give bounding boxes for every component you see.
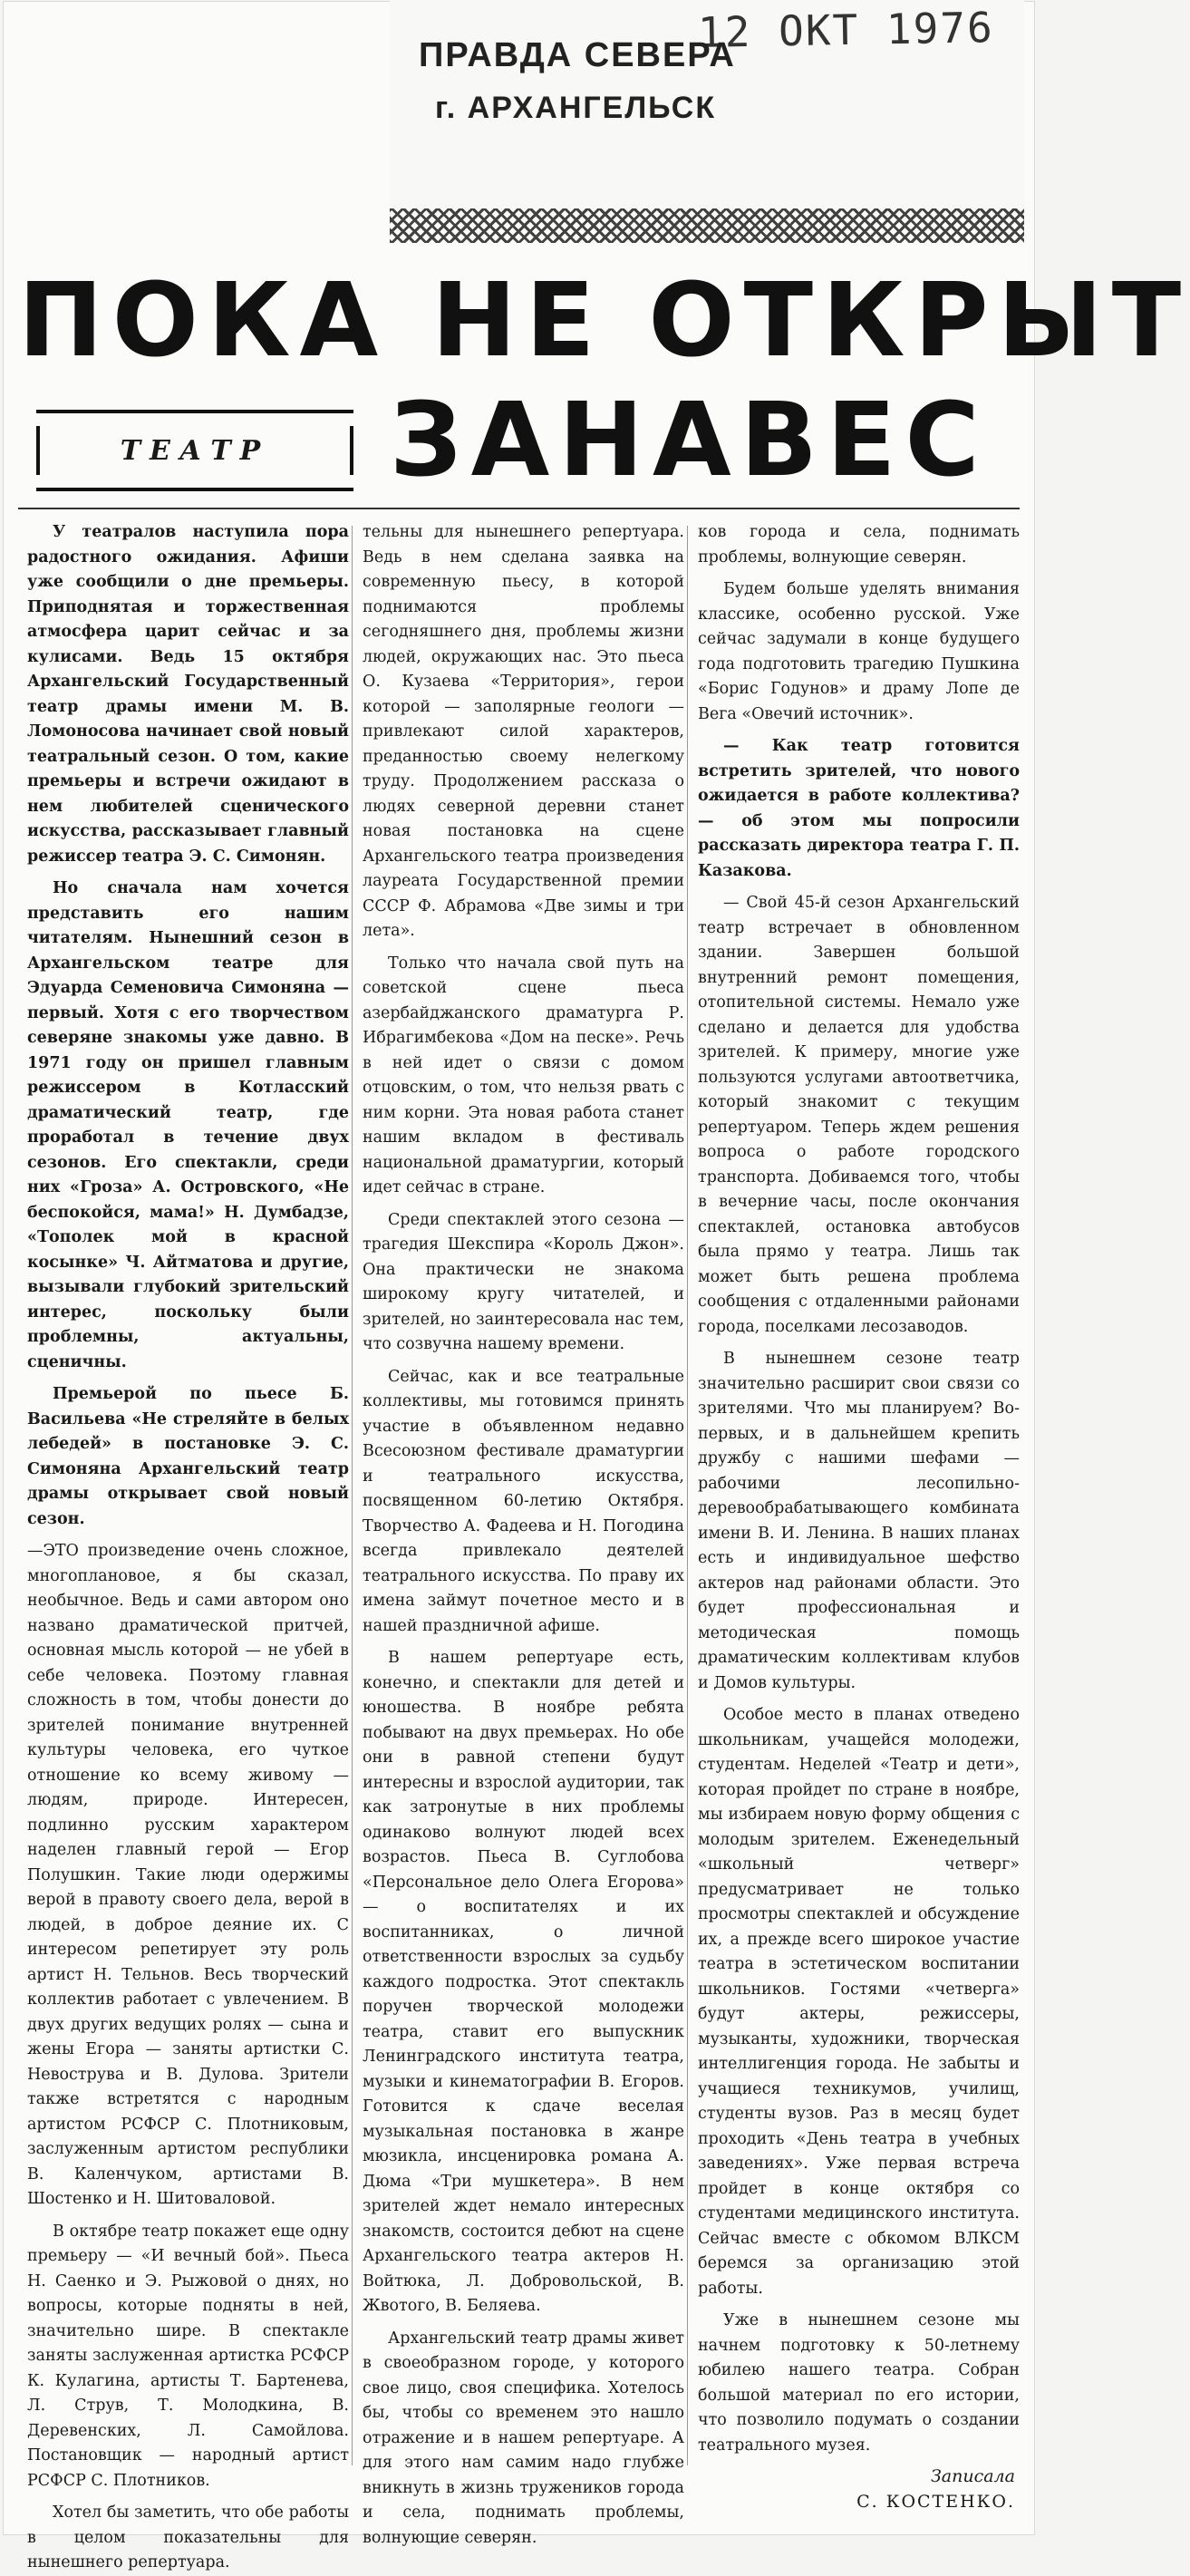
article-column-1 (27, 520, 349, 2571)
paragraph: Премьерой по пьесе Б. Васильева «Не стреляйте в белых лебедей» в постановке Э. С. Симоняна Архангельский театр драмы открывает свой новый сезон. (27, 1385, 349, 1528)
article-column-2 (363, 520, 684, 2547)
column-divider (687, 526, 688, 2465)
author-name: С. КОСТЕНКО. (856, 2492, 1015, 2512)
paragraph: В октябре театр покажет еще одну премьеру — «И вечный бой». Пьеса Н. Саенко и Э. Рыжовой о днях, но вопросы, которые подняты в ней, значительно шире. В спектакле заняты заслуженная артистка РСФСР К. Кулагина, артисты Т. Бартенева, Л. Струв, Т. Молодкина, В. Деревенских, Л. Самойлова. Постановщик — народный артист РСФСР С. Плотников. (27, 2222, 349, 2490)
paragraph: Хотел бы заметить, что обе работы в целом показательны для нынешнего репертуара. (27, 2503, 349, 2571)
paragraph: Особое место в планах отведено школьникам, учащейся молодежи, студентам. Неделей «Театр и дети», которая пройдет по стране в ноябре, мы избираем новую форму общения с молодым зрителем. Еженедельный «школьный четверг» предусматривает не только просмотры спектаклей и обсуждение их, а прежде всего широкое участие театра в эстетическом воспитании школьников. Гостями «четверга» будут актеры, режиссеры, музыканты, художники, творческая интеллигенция города. Не забыты и учащиеся техникумов, училищ, студенты вузов. Раз в месяц будет проходить «День театра в учебных заведениях». Уже первая встреча пройдет в конце октября со студентами медицинского института. Сейчас вместе с обкомом ВЛКСМ беремся за организацию этой работы. (698, 1706, 1020, 2298)
paragraph: Уже в нынешнем сезоне мы начнем подготовку к 50-летнему юбилею нашего театра. Собран большой материал по его истории, что позволило подумать о создании театрального музея. (698, 2311, 1020, 2455)
ornament-border (390, 208, 1024, 243)
rubric-box (36, 410, 353, 491)
headline-line-2: ЗАНАВЕС (390, 382, 989, 499)
paragraph: Архангельский театр драмы живет в своеобразном городе, у которого свое лицо, своя специфика. Хотелось бы, чтобы со временем это нашло отражение и в нашем репертуаре. А для этого нам самим надо глубже вникнуть в жизнь тружеников города и села, поднимать проблемы, волнующие северян. (363, 2329, 684, 2547)
newspaper-name-stamp: ПРАВДА СЕВЕРА (419, 36, 736, 74)
rubric-label: ТЕАТР (120, 434, 270, 467)
paragraph: В нашем репертуаре есть, конечно, и спектакли для детей и юношества. В ноябре ребята побывают на двух премьерах. Но обе они в равной степени будут интересны и взрослой аудитории, так как затронутые в них проблемы одинаково волнуют людей всех возрастов. Пьеса В. Суглобова «Персональное дело Олега Егорова» — о воспитателях и их воспитанниках, о личной ответственности взрослых за судьбу каждого подростка. Этот спектакль поручен творческой молодежи театра, ставит его выпускник Ленинградского института театра, музыки и кинематографии В. Егоров. Готовится к сдаче веселая музыкальная постановка в жанре мюзикла, инсценировка романа А. Дюма «Три мушкетера». В нем зрителей ждет немало интересных знакомств, состоится дебют на сцене Архангельского театра актеров Н. Войтюка, Л. Добровольской, В. Жвотого, В. Беляева. (363, 1649, 684, 2315)
paragraph: Сейчас, как и все театральные коллективы, мы готовимся принять участие в объявленном недавно Всесоюзном фестивале драматургии и театрального искусства, посвященном 60-летию Октября. Творчество А. Фадеева и Н. Погодина всегда привлекало деятелей театрального искусства. По праву их имена займут почетное место и в нашей праздничной афише. (363, 1367, 684, 1635)
paragraph: —ЭТО произведение очень сложное, многоплановое, я бы сказал, необычное. Ведь и сами автором оно названо драматической притчей, основная мысль которой — не убей в себе человека. Поэтому главная сложность в том, чтобы донести до зрителей понимание внутренней культуры человека, его чуткое отношение ко всему живому — людям, природе. Интересен, подлинно русским характером наделен главный герой — Егор Полушкин. Такие люди одержимы верой в правоту своего дела, верой в людей, в доброе деяние их. С интересом репетирует эту роль артист Н. Тельнов. Весь творческий коллектив работает с увлечением. В двух других ведущих ролях — сына и жены Егора — заняты артистки С. Невострува и В. Дулова. Зрители также встретятся с народным артистом РСФСР С. Плотниковым, заслуженным артистом республики В. Каленчуком, артистами В. Шостенко и Н. Шитоваловой. (27, 1542, 349, 2208)
city-stamp: г. АРХАНГЕЛЬСК (435, 91, 717, 125)
paragraph: — Свой 45-й сезон Архангельский театр встречает в обновленном здании. Завершен большой внутренний ремонт помещения, отопительной системы. Немало уже сделано и делается для удобства зрителей. К примеру, многие уже пользуются услугами автоответчика, который знакомит с текущим репертуаром. Теперь ждем решения вопроса о работе городского транспорта. Добиваемся того, чтобы в вечерние часы, после окончания спектаклей, остановка автобусов была прямо у театра. Лишь так может быть решена проблема сообщения с отдаленными районами города, поселками лесозаводов. (698, 894, 1020, 1336)
headline-rule (18, 508, 1020, 509)
paragraph: тельны для нынешнего репертуара. Ведь в нем сделана заявка на современную пьесу, в которой поднимаются проблемы сегодняшнего дня, проблемы жизни людей, окружающих нас. Это пьеса О. Кузаева «Территория», герои которой — заполярные геологи — привлекают силой характеров, преданностью своему нелегкому труду. Продолжением рассказа о людях северной деревни станет новая постановка на сцене Архангельского театра произведения лауреата Государственной премии СССР Ф. Абрамова «Две зимы и три лета». (363, 523, 684, 940)
paragraph: — Как театр готовится встретить зрителей, что нового ожидается в работе коллектива? — об этом мы попросили рассказать директора театра Г. П. Казакова. (698, 737, 1020, 880)
paragraph: У театралов наступила пора радостного ожидания. Афиши уже сообщили о дне премьеры. Приподнятая и торжественная атмосфера царит сейчас и за кулисами. Ведь 15 октября Архангельский Государственный театр драмы имени М. В. Ломоносова начинает свой новый театральный сезон. О том, какие премьеры и встречи ожидают в нем любителей сценического искусства, рассказывает главный режиссер театра Э. С. Симонян. (27, 523, 349, 866)
headline-line-1: ПОКА НЕ ОТКРЫТ (18, 262, 1190, 380)
paragraph: В нынешнем сезоне театр значительно расширит свои связи со зрителями. Что мы планируем? Во-первых, и в дальнейшем крепить дружбу с нашими шефами — рабочими лесопильно-деревообрабатывающего комбината имени В. И. Ленина. В наших планах есть и индивидуальное шефство актеров над районами области. Это будет профессиональная и методическая помощь драматическим коллективам клубов и Домов культуры. (698, 1350, 1020, 1692)
byline-label: Записала (930, 2466, 1015, 2486)
paragraph: Среди спектаклей этого сезона — трагедия Шекспира «Король Джон». Она практически не знакома широкому кругу читателей, и зрителей, но заинтересовала нас тем, что созвучна нашему времени. (363, 1210, 684, 1353)
paragraph: Будем больше уделять внимания классике, особенно русской. Уже сейчас задумали в конце будущего года подготовить трагедию Пушкина «Борис Годунов» и драму Лопе де Вега «Овечий источник». (698, 580, 1020, 723)
paragraph: Но сначала нам хочется представить его нашим читателям. Нынешний сезон в Архангельском театре для Эдуарда Семеновича Симоняна — первый. Хотя с его творчеством северяне знакомы уже давно. В 1971 году он пришел главным режиссером в Котласский драматический театр, где проработал в течение двух сезонов. Его спектакли, среди них «Гроза» А. Островского, «Не беспокойся, мама!» Н. Думбадзе, «Тополек мой в красной косынке» Ч. Айтматова и другие, вызывали глубокий зрительский интерес, поскольку были проблемны, актуальны, сценичны. (27, 879, 349, 1371)
column-divider (352, 526, 353, 2465)
date-stamp: 12 ОКТ 1976 (697, 3, 995, 57)
paragraph: Только что начала свой путь на советской сцене пьеса азербайджанского драматурга Р. Ибрагимбекова «Дом на песке». Речь в ней идет о связи с домом отцовским, о том, что нельзя рвать с ним корни. Эта новая работа станет нашим вкладом в фестиваль национальной драматургии, который идет сейчас в стране. (363, 954, 684, 1196)
paragraph: ков города и села, поднимать проблемы, волнующие северян. (698, 523, 1020, 567)
byline (798, 2464, 1015, 2514)
article-column-3 (698, 520, 1020, 2469)
